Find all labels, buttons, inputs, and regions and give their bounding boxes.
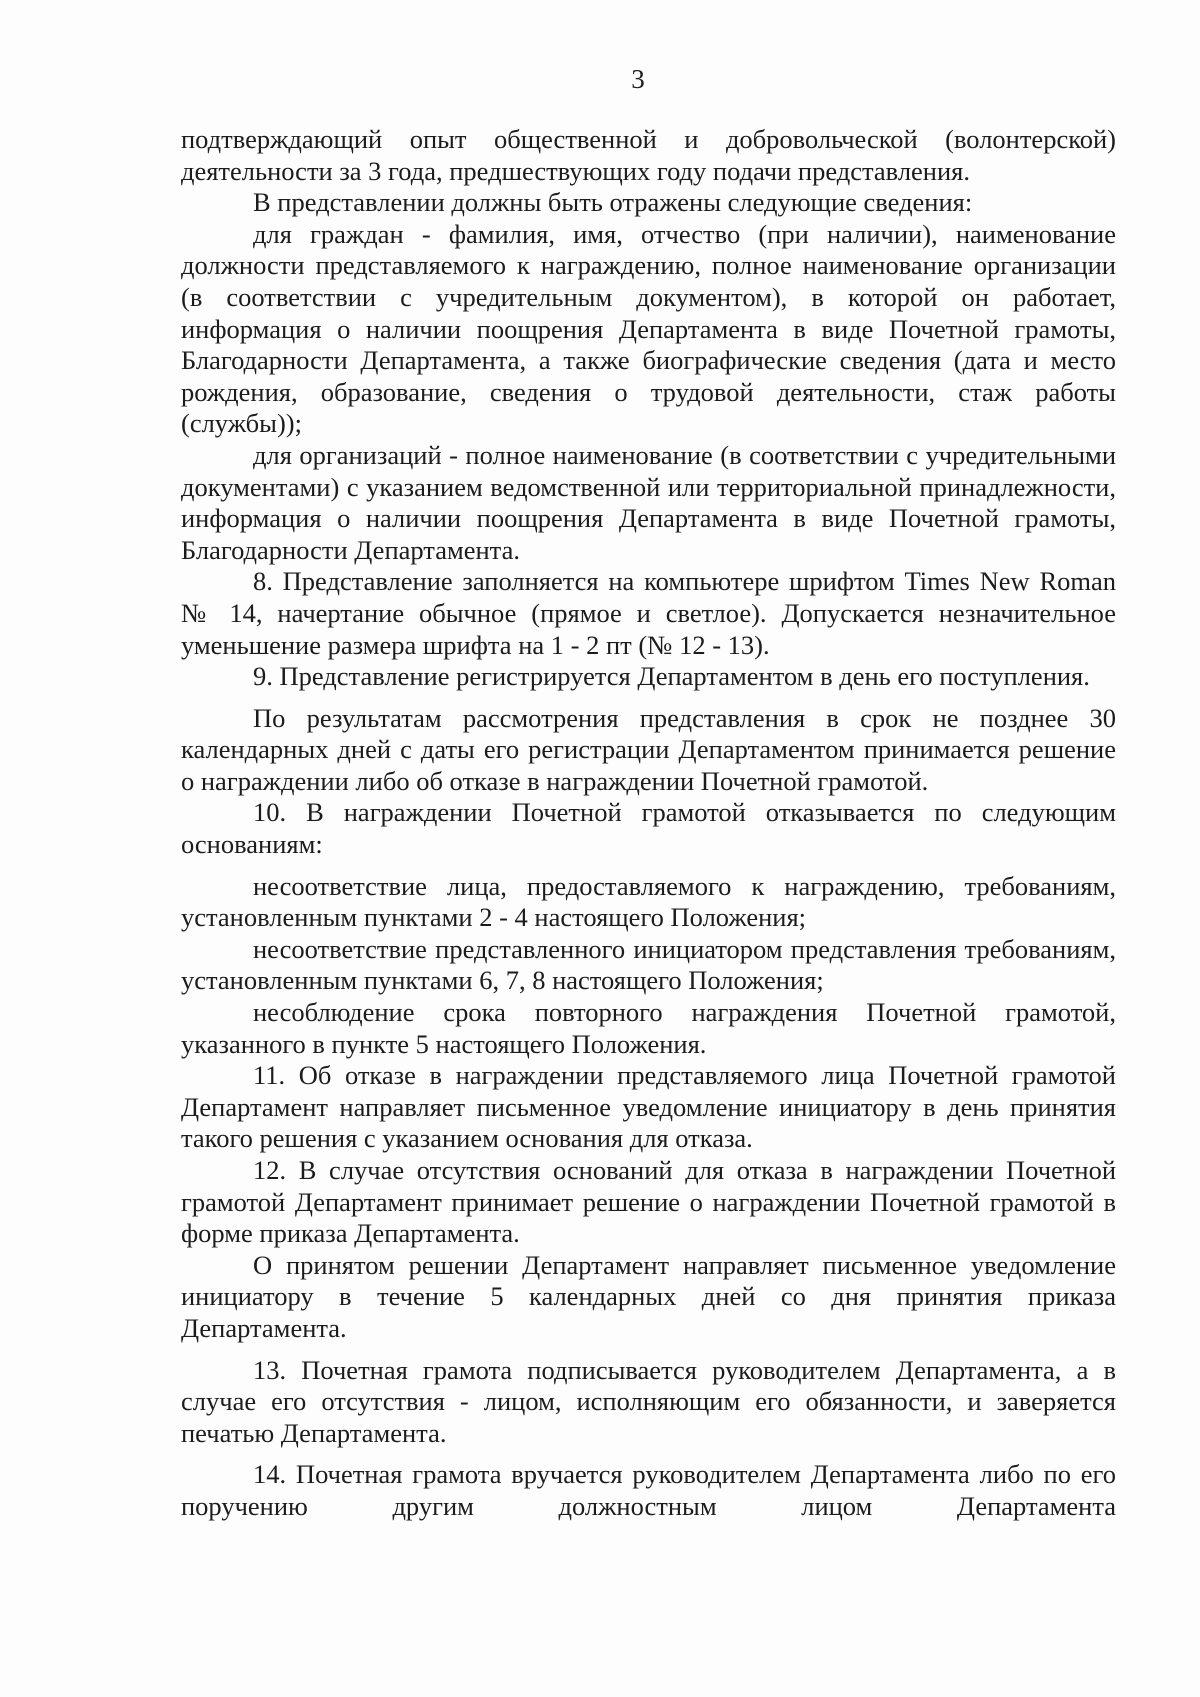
paragraph-continuation: подтверждающий опыт общественной и добровольческой (волонтерской) деятельности за 3 года, предшествующих году подачи представления. (181, 124, 1116, 186)
paragraph-organizations: для организаций - полное наименование (в соответствии с учредительными документами) с указанием ведомственной или территориальной принадлежности, информация о наличии поощрения Департамента в виде Почетной грамоты, Благодарности Департамента. (181, 439, 1116, 565)
paragraph-citizens: для граждан - фамилия, имя, отчество (при наличии), наименование должности представляемого к награждению, полное наименование организации (в соответствии с учредительным документом), в которой он работает, информация о наличии поощрения Департамента в виде Почетной грамоты, Благодарности Департамента, а также биографические сведения (дата и место рождения, образование, сведения о трудовой деятельности, стаж работы (службы)); (181, 218, 1116, 439)
paragraph-refusal-ground-2: несоответствие представленного инициатором представления требованиям, установленным пунктами 6, 7, 8 настоящего Положения; (181, 933, 1116, 996)
paragraph-refusal-ground-3: несоблюдение срока повторного награждения Почетной грамотой, указанного в пункте 5 настоящего Положения. (181, 997, 1116, 1059)
paragraph-item-14: 14. Почетная грамота вручается руководителем Департамента либо по его поручению другим должностным лицом Департамента (181, 1459, 1116, 1521)
paragraph-item-10: 10. В награждении Почетной грамотой отказывается по следующим основаниям: (181, 797, 1116, 860)
paragraph-item-9: 9. Представление регистрируется Департаментом в день его поступления. (253, 661, 1090, 692)
paragraph-refusal-ground-1: несоответствие лица, предоставляемого к награждению, требованиям, установленным пунктами 2 - 4 настоящего Положения; (181, 870, 1116, 933)
paragraph-item-13: 13. Почетная грамота подписывается руководителем Департамента, а в случае его отсутствия - лицом, исполняющим его обязанности, и заверяется печатью Департамента. (181, 1354, 1116, 1448)
paragraph-item-12: 12. В случае отсутствия оснований для отказа в награждении Почетной грамотой Департамент принимает решение о награждении Почетной грамотой в форме приказа Департамента. (181, 1155, 1116, 1249)
paragraph-info-intro: В представлении должны быть отражены следующие сведения: (253, 187, 973, 218)
paragraph-decision-notice: О принятом решении Департамент направляет письменное уведомление инициатору в течение 5 календарных дней со дня принятия приказа Департамента. (181, 1249, 1116, 1343)
paragraph-review-results: По результатам рассмотрения представления в срок не позднее 30 календарных дней с даты его регистрации Департаментом принимается решение о награждении либо об отказе в награждении Почетной грамотой. (181, 702, 1116, 796)
paragraph-item-8: 8. Представление заполняется на компьютере шрифтом Times New Roman № 14, начертание обычное (прямое и светлое). Допускается незначительное уменьшение размера шрифта на 1 - 2 пт (№ 12 - 13). (181, 566, 1116, 660)
page-number: 3 (631, 64, 645, 94)
document-body (181, 124, 1116, 1523)
paragraph-item-11: 11. Об отказе в награждении представляемого лица Почетной грамотой Департамент направляет письменное уведомление инициатору в день принятия такого решения с указанием основания для отказа. (181, 1060, 1116, 1154)
